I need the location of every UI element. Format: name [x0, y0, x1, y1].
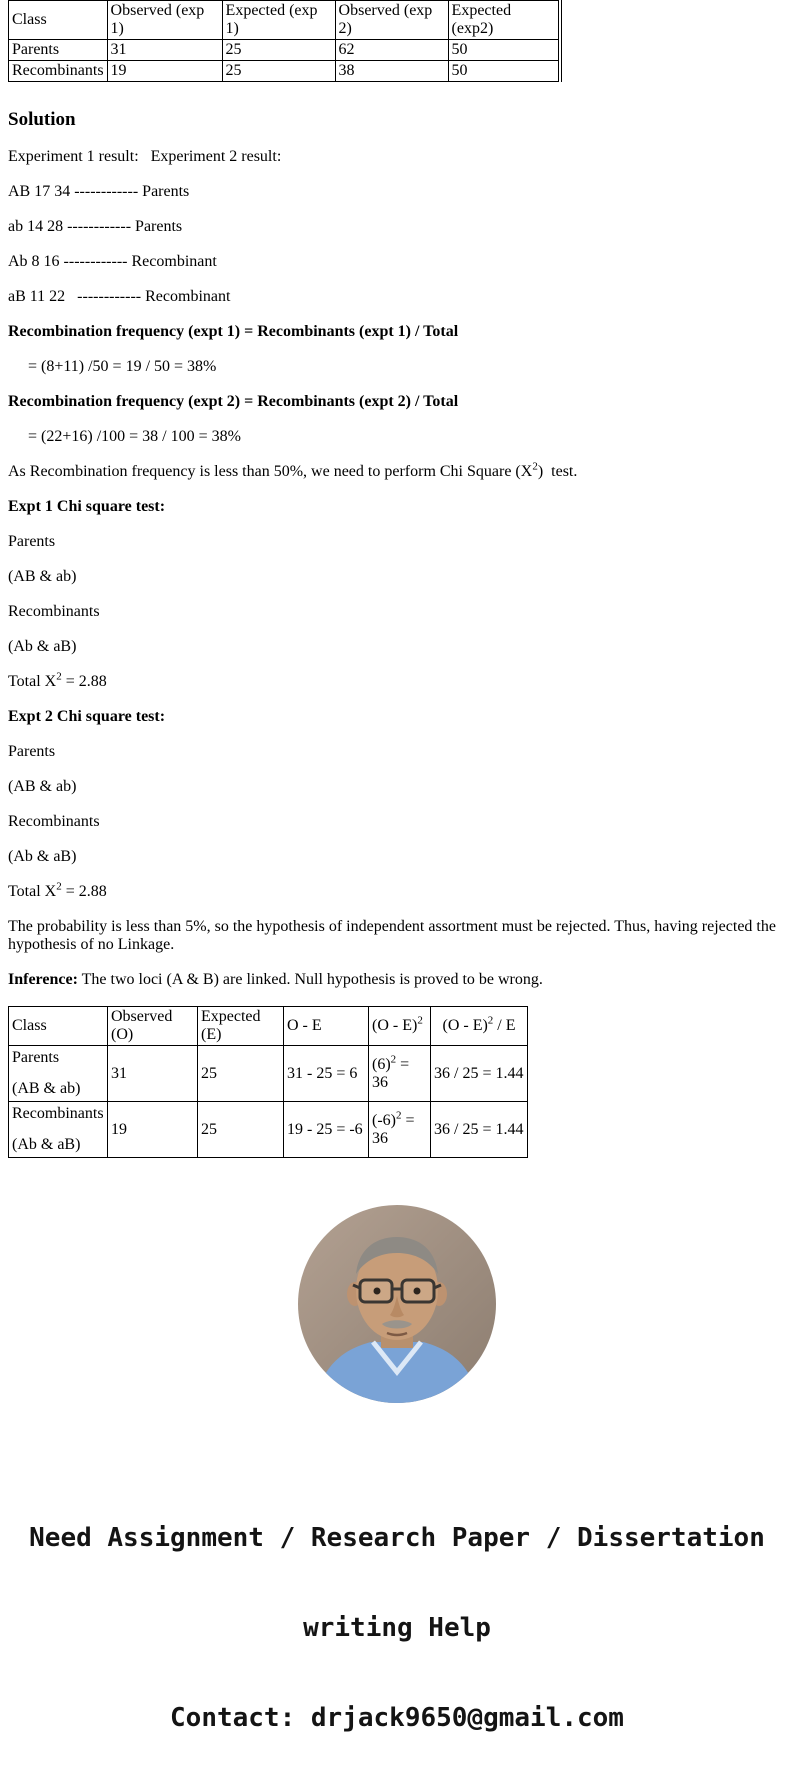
results-header-row	[9, 1, 559, 40]
expt1-chi-heading: Expt 1 Chi square test:	[8, 498, 166, 515]
footer-contact-email: Contact: drjack9650@gmail.com	[170, 1703, 624, 1733]
results-table-frame	[8, 0, 562, 82]
recombination-frequency-expt2-heading: Recombination frequency (expt 2) = Recombinants (expt 2) / Total	[8, 393, 459, 410]
recombination-frequency-expt1-calc: = (8+11) /50 = 19 / 50 = 38%	[8, 358, 217, 375]
text-fragment: = 36	[372, 1055, 410, 1091]
text-fragment: = 2.88	[61, 883, 107, 900]
table-cell	[9, 1046, 108, 1102]
expt2-chi-heading: Expt 2 Chi square test:	[8, 708, 166, 725]
chi-col-class: Class	[9, 1007, 108, 1046]
table-cell: 25	[222, 61, 335, 82]
table-cell: 19	[108, 1102, 198, 1158]
text-fragment: = 36	[372, 1111, 415, 1147]
expt2-recombinants-label: Recombinants	[8, 813, 100, 830]
experiment-results-intro: Experiment 1 result: Experiment 2 result:	[8, 148, 282, 165]
table-cell: 50	[448, 61, 558, 82]
recombination-frequency-expt1-heading: Recombination frequency (expt 1) = Recombinants (expt 1) / Total	[8, 323, 459, 340]
chi-col-expected: Expected (E)	[198, 1007, 284, 1046]
expt2-parents-label: Parents	[8, 743, 56, 760]
table-cell: 31 - 25 = 6	[284, 1046, 369, 1102]
table-cell: 19	[107, 61, 222, 82]
text-fragment: Total X	[8, 673, 57, 690]
table-cell: 25	[222, 40, 335, 61]
probability-conclusion: The probability is less than 5%, so the hypothesis of independent assortment must be rejected. Thus, having rejected the hypothesis of no Linkage.	[8, 918, 780, 953]
text-fragment: / E	[493, 1017, 516, 1034]
expt1-parents-label: Parents	[8, 533, 56, 550]
person-avatar	[297, 1204, 497, 1404]
class-line1: Parents	[12, 1049, 60, 1066]
table-cell: 31	[108, 1046, 198, 1102]
expt1-recombinants-detail: (Ab & aB)	[8, 638, 77, 655]
expt2-parents-detail: (AB & ab)	[8, 778, 77, 795]
results-col-expected-exp2: Expected (exp2)	[448, 1, 558, 40]
result-line-aB: aB 11 22 ------------ Recombinant	[8, 288, 231, 305]
expt2-total-chi	[8, 880, 786, 901]
text-fragment: As Recombination frequency is less than 50%, we need to perform Chi Square (X	[8, 463, 533, 480]
results-row-recombinants	[9, 61, 559, 82]
results-col-observed-exp2: Observed (exp 2)	[335, 1, 448, 40]
superscript: 2	[395, 1109, 402, 1122]
table-cell: 25	[198, 1102, 284, 1158]
avatar-section	[8, 1204, 786, 1409]
superscript: 2	[56, 670, 62, 683]
chi-col-o-minus-e: O - E	[284, 1007, 369, 1046]
recombination-frequency-expt2-calc: = (22+16) /100 = 38 / 100 = 38%	[8, 428, 241, 445]
superscript: 2	[487, 1014, 494, 1027]
table-cell: 38	[335, 61, 448, 82]
table-cell: Parents	[9, 40, 108, 61]
chi-row-recombinants	[9, 1102, 528, 1158]
table-cell	[369, 1046, 431, 1102]
results-col-observed-exp1: Observed (exp 1)	[107, 1, 222, 40]
result-line-ab: ab 14 28 ------------ Parents	[8, 218, 183, 235]
table-cell: 36 / 25 = 1.44	[431, 1046, 528, 1102]
chi-square-note	[8, 460, 786, 481]
text-fragment: Total X	[8, 883, 57, 900]
inference-text: The two loci (A & B) are linked. Null hypothesis is proved to be wrong.	[77, 971, 543, 988]
table-cell: 62	[335, 40, 448, 61]
chi-col-observed: Observed (O)	[108, 1007, 198, 1046]
superscript: 2	[417, 1014, 423, 1027]
table-cell: 25	[198, 1046, 284, 1102]
table-cell: 50	[448, 40, 558, 61]
results-row-parents	[9, 40, 559, 61]
footer-line1: Need Assignment / Research Paper / Dissertation	[29, 1523, 765, 1553]
text-fragment: = 2.88	[61, 673, 107, 690]
superscript: 2	[532, 460, 538, 473]
instructor-photo	[297, 1204, 497, 1404]
inference-label: Inference:	[8, 971, 78, 988]
chi-row-parents	[9, 1046, 528, 1102]
text-fragment: ) test.	[537, 463, 578, 480]
solution-heading: Solution	[8, 109, 76, 130]
inference-line	[8, 971, 786, 989]
results-col-expected-exp1: Expected (exp 1)	[222, 1, 335, 40]
text-fragment: (O - E)	[442, 1017, 488, 1034]
chi-square-table	[8, 1006, 528, 1158]
text-fragment: (-6)	[372, 1111, 396, 1129]
class-line2: (AB & ab)	[12, 1080, 81, 1097]
table-cell	[369, 1102, 431, 1158]
chi-header-row	[9, 1007, 528, 1046]
superscript: 2	[390, 1053, 397, 1066]
table-cell: 36 / 25 = 1.44	[431, 1102, 528, 1158]
result-line-Ab: Ab 8 16 ------------ Recombinant	[8, 253, 217, 270]
table-cell: 31	[107, 40, 222, 61]
expt2-recombinants-detail: (Ab & aB)	[8, 848, 77, 865]
results-col-class: Class	[9, 1, 108, 40]
chi-col-square	[369, 1007, 431, 1046]
superscript: 2	[56, 880, 62, 893]
chi-col-square-over-e	[431, 1007, 528, 1046]
text-fragment: (O - E)	[372, 1017, 418, 1034]
text-fragment: (6)	[372, 1055, 391, 1073]
expt1-total-chi	[8, 670, 786, 691]
table-cell: 19 - 25 = -6	[284, 1102, 369, 1158]
footer-line2: writing Help	[303, 1613, 491, 1643]
result-line-AB: AB 17 34 ------------ Parents	[8, 183, 190, 200]
table-cell: Recombinants	[9, 61, 108, 82]
footer-banner	[8, 1463, 786, 1763]
expt1-recombinants-label: Recombinants	[8, 603, 100, 620]
results-table	[8, 0, 559, 82]
expt1-parents-detail: (AB & ab)	[8, 568, 77, 585]
class-line2: (Ab & aB)	[12, 1136, 81, 1153]
table-cell	[9, 1102, 108, 1158]
class-line1: Recombinants	[12, 1105, 104, 1122]
